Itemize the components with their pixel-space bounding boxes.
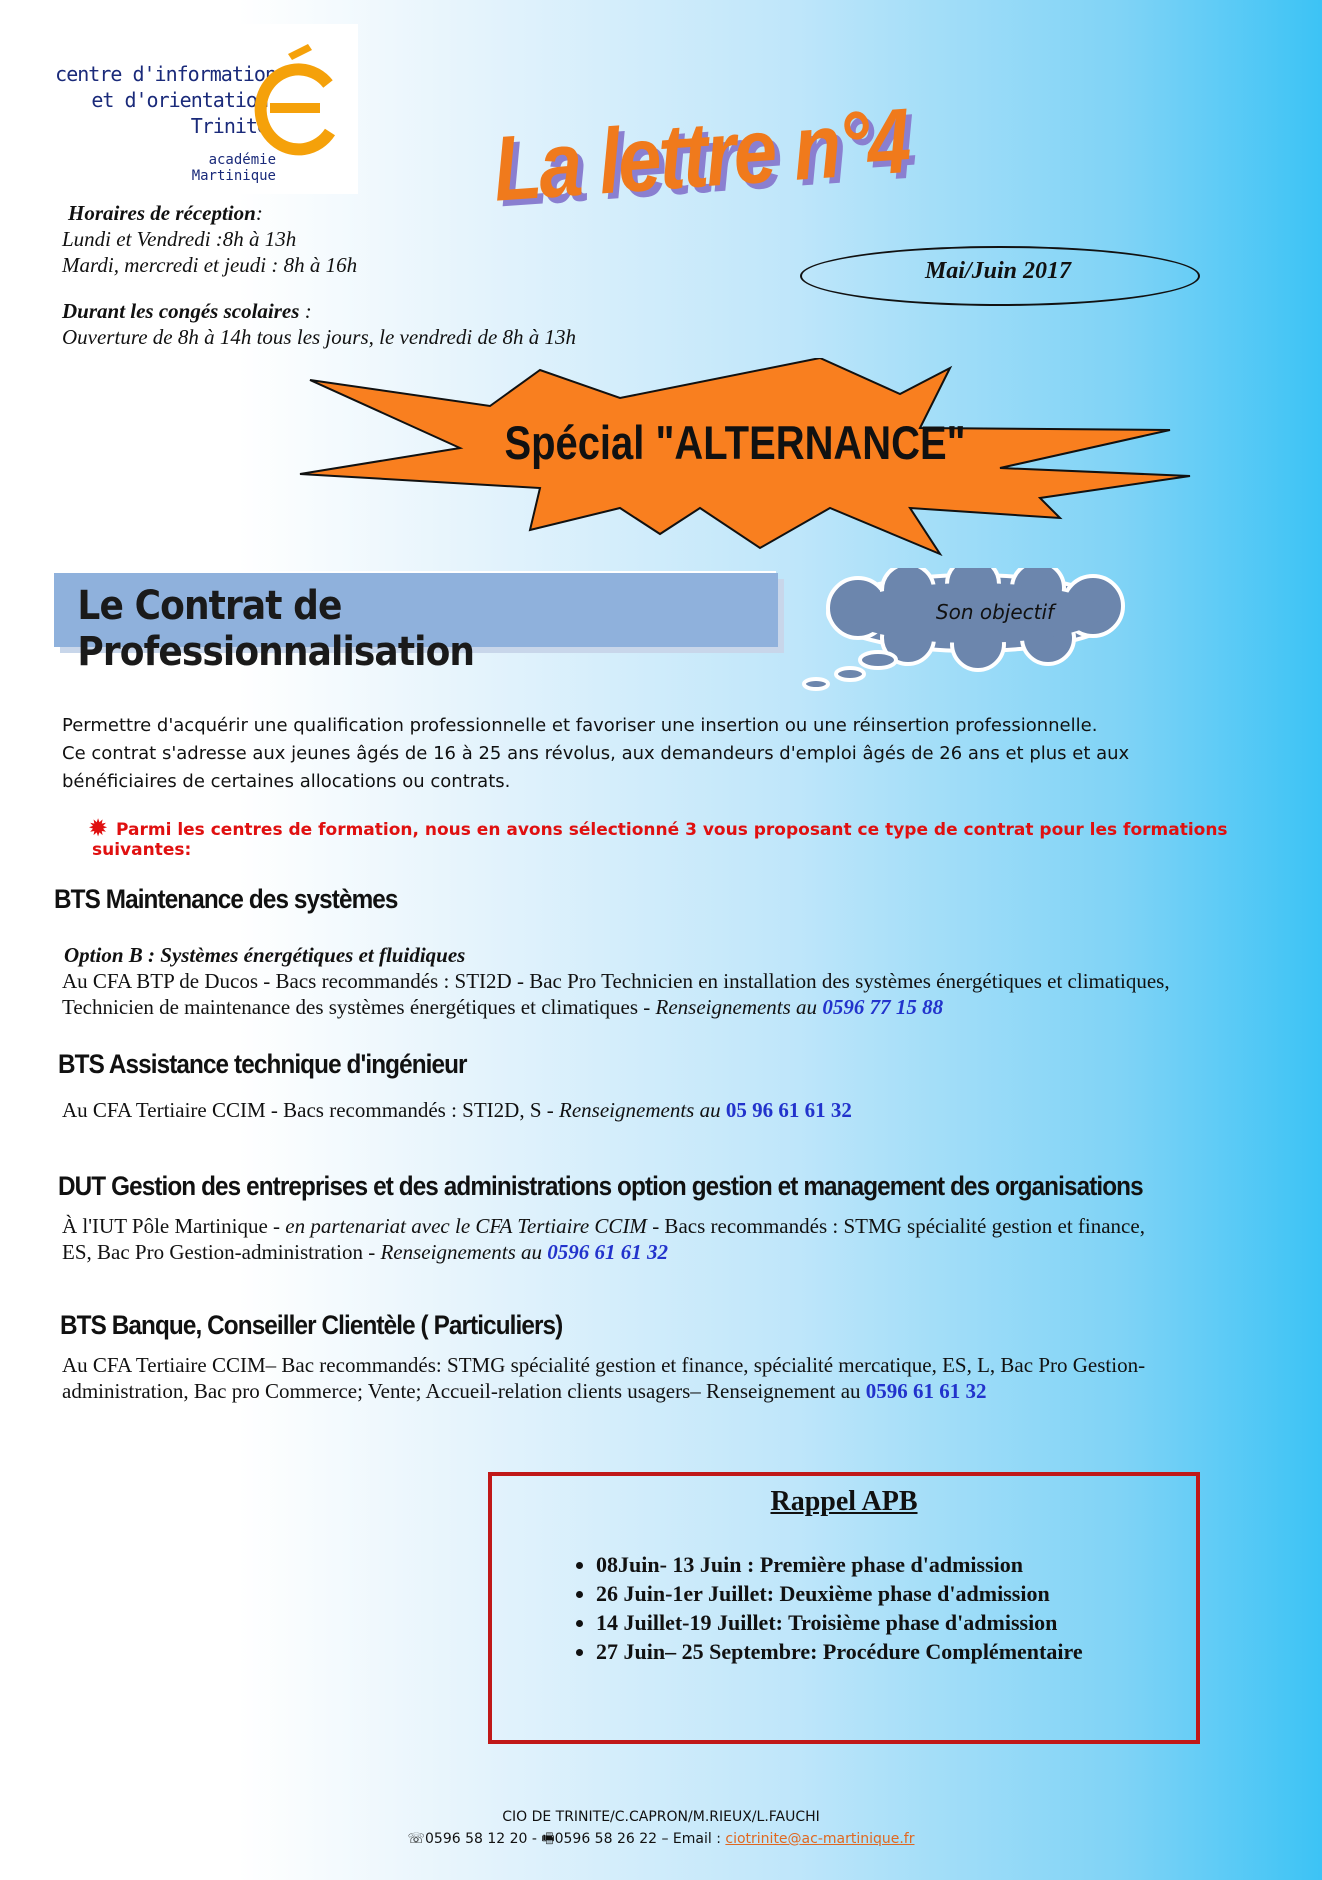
holiday-title: Durant les congés scolaires <box>62 299 300 323</box>
logo-acad-1: académie <box>208 152 276 168</box>
apb-title: Rappel APB <box>770 1486 918 1517</box>
s3-phone: 0596 61 61 32 <box>547 1240 669 1264</box>
s4-line-1: Au CFA Tertiaire CCIM– Bac recommandés: STMG spécialité gestion et finance, spécialité mercatique, ES, L, Bac Pro Gestion- <box>62 1353 1146 1377</box>
section-body-bts-assistance <box>62 1097 1282 1123</box>
cloud-label: Son objectif <box>935 600 1055 624</box>
e-emblem-icon <box>248 44 348 164</box>
section-body-dut-gea <box>62 1213 1282 1265</box>
hours-line-1: Lundi et Vendredi :8h à 13h <box>62 227 297 251</box>
fax-icon: 🖷 <box>541 1831 555 1847</box>
s1-line-1: Au CFA BTP de Ducos - Bacs recommandés : STI2D - Bac Pro Technicien en installation des systèmes énergétiques et climatiques, <box>62 969 1170 993</box>
s3-info: Renseignements au <box>380 1240 548 1264</box>
s4-line-2: administration, Bac pro Commerce; Vente; Accueil-relation clients usagers– Renseignement au <box>62 1379 866 1403</box>
cio-logo <box>55 24 358 194</box>
option-b-label: Option B : Systèmes énergétiques et fluidiques <box>64 943 466 967</box>
logo-line-3: Trinité <box>190 114 268 138</box>
s2-info: Renseignements au <box>559 1098 726 1122</box>
section-title-bts-banque: BTS Banque, Conseiller Clientèle ( Particuliers) <box>60 1310 563 1340</box>
footer-fax: 0596 58 26 22 – Email : <box>554 1831 726 1847</box>
section-title-bts-assistance: BTS Assistance technique d'ingénieur <box>58 1049 467 1079</box>
logo-line-2: et d'orientation <box>91 88 268 112</box>
apb-item: • 14 Juillet-19 Juillet: Troisième phase d'admission <box>596 1608 1083 1637</box>
contract-banner <box>54 573 778 675</box>
footer-contact <box>0 1828 1322 1850</box>
burst-star-icon: ✹ <box>88 814 109 842</box>
s2-line-1: Au CFA Tertiaire CCIM - Bacs recommandés : STI2D, S - <box>62 1098 560 1122</box>
apb-item: • 08Juin- 13 Juin : Première phase d'admission <box>596 1550 1083 1579</box>
section-title-dut-gea: DUT Gestion des entreprises et des administrations option gestion et management des organisations <box>58 1171 1143 1201</box>
apb-reminder-box <box>488 1472 1200 1744</box>
s2-phone: 05 96 61 61 32 <box>725 1098 852 1122</box>
selection-note <box>88 814 1252 860</box>
selection-note-text: Parmi les centres de formation, nous en avons sélectionné 3 vous proposant ce type de contrat pour les formations suivantes: <box>92 820 1228 860</box>
s1-info: Renseignements au <box>655 995 823 1019</box>
logo-line-1: centre d'information <box>55 62 276 86</box>
phone-icon: ☏ <box>407 1831 425 1847</box>
apb-item: • 26 Juin-1er Juillet: Deuxième phase d'admission <box>596 1579 1083 1608</box>
footer-phone: 0596 58 12 20 - <box>425 1831 542 1847</box>
footer-staff: CIO DE TRINITE/C.CAPRON/M.RIEUX/L.FAUCHI <box>502 1809 820 1825</box>
hours-title: Horaires de réception <box>68 201 256 225</box>
footer <box>0 1806 1322 1850</box>
hours-line-2: Mardi, mercredi et jeudi : 8h à 16h <box>62 253 358 277</box>
reception-hours: Horaires de réception: Lundi et Vendredi :8h à 13h Mardi, mercredi et jeudi : 8h à 16h Durant les congés scolaires : Ouverture de 8h à 14h tous les jours, le vendredi de 8h à 13h <box>62 200 622 350</box>
s1-line-2: Technicien de maintenance des systèmes énergétiques et climatiques - <box>62 995 656 1019</box>
thought-cloud-shape <box>798 568 1158 698</box>
section-title-bts-maintenance: BTS Maintenance des systèmes <box>54 884 398 914</box>
s1-phone: 0596 77 15 88 <box>822 995 944 1019</box>
apb-list <box>542 1550 1083 1666</box>
s3-line-1c: - Bacs recommandés : STMG spécialité gestion et finance, <box>646 1214 1145 1238</box>
section-body-bts-maintenance <box>62 942 1282 1020</box>
intro-line-1: Permettre d'acquérir une qualification professionnelle et favoriser une insertion ou une réinsertion professionnelle. <box>62 715 1098 736</box>
s3-line-1b: en partenariat avec le CFA Tertiaire CCIM <box>285 1214 647 1238</box>
intro-paragraph <box>62 712 1212 796</box>
s4-phone: 0596 61 61 32 <box>865 1379 987 1403</box>
intro-line-3: bénéficiaires de certaines allocations ou contrats. <box>62 771 511 792</box>
s3-line-1a: À l'IUT Pôle Martinique - <box>62 1214 286 1238</box>
apb-item: • 27 Juin– 25 Septembre: Procédure Complémentaire <box>596 1637 1083 1666</box>
issue-date: Mai/Juin 2017 <box>924 258 1072 284</box>
intro-line-2: Ce contrat s'adresse aux jeunes âgés de 16 à 25 ans révolus, aux demandeurs d'emploi âgés de 26 ans et plus et aux <box>62 743 1130 764</box>
contract-banner-text: Le Contrat de Professionnalisation <box>77 583 475 675</box>
s3-line-2: ES, Bac Pro Gestion-administration - <box>62 1240 381 1264</box>
special-banner-text: Spécial "ALTERNANCE" <box>504 416 966 469</box>
section-body-bts-banque <box>62 1352 1282 1404</box>
holiday-hours: Ouverture de 8h à 14h tous les jours, le vendredi de 8h à 13h <box>62 325 577 349</box>
logo-acad-2: Martinique <box>191 168 276 184</box>
email-link[interactable]: ciotrinite@ac-martinique.fr <box>725 1831 915 1847</box>
newsletter-title: La lettre n°4 <box>490 90 912 221</box>
